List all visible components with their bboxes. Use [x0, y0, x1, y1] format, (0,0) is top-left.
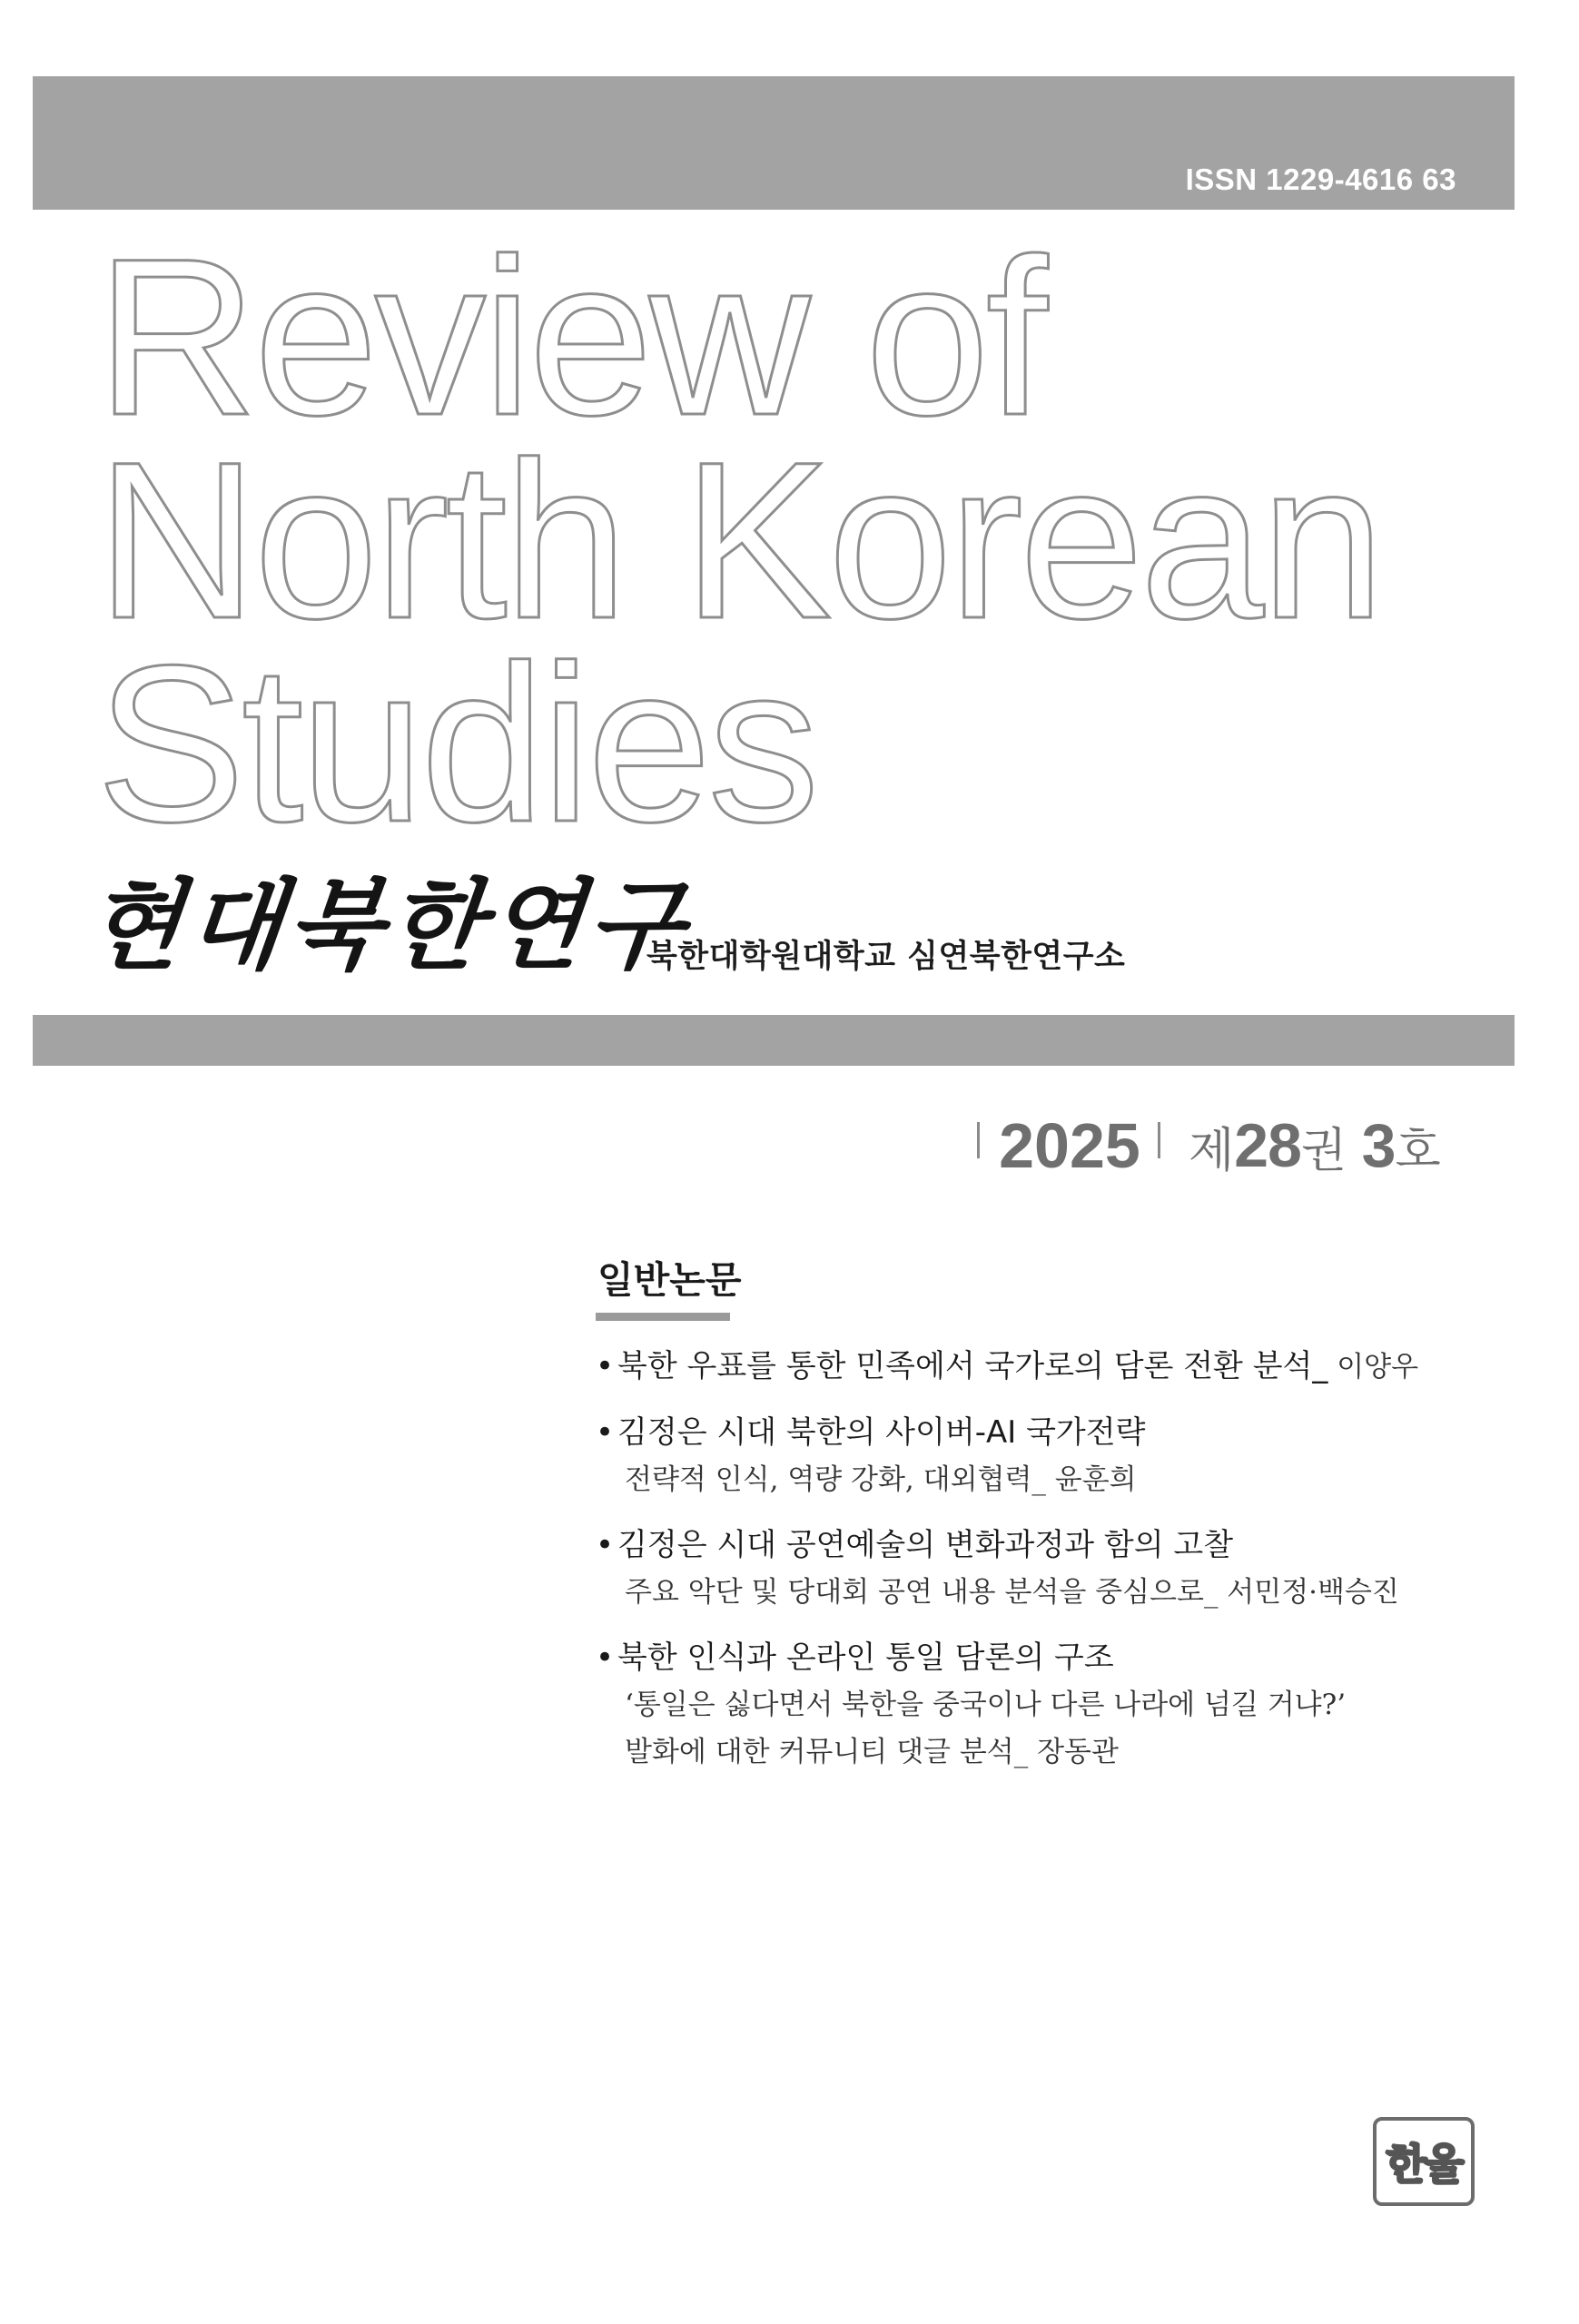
publisher-logo: 한울 — [1373, 2117, 1475, 2206]
volume-number: 제28권 3호 — [1189, 1111, 1441, 1180]
bullet-icon: • — [596, 1527, 615, 1563]
title-line-1: Review of — [96, 212, 1045, 462]
article-title: 북한 우표를 통한 민족에서 국가로의 담론 전환 분석_ — [617, 1348, 1328, 1384]
separator-bar — [1158, 1122, 1160, 1158]
title-line-2: North Korean — [96, 416, 1382, 665]
bullet-icon: • — [596, 1348, 615, 1384]
issue-year: 2025 — [999, 1110, 1140, 1181]
issn-number: ISSN 1229-4616 63 — [1185, 162, 1456, 196]
toc-item — [596, 1343, 1504, 1391]
separator-bar — [977, 1122, 980, 1158]
article-title: 김정은 시대 공연예술의 변화과정과 함의 고찰 — [617, 1527, 1234, 1563]
section-title: 일반논문 — [597, 1258, 742, 1302]
bullet-icon: • — [596, 1414, 615, 1451]
header-band — [33, 76, 1515, 210]
journal-title-ko-calligraphy: 현대북한연구 — [81, 869, 695, 983]
issue-number: 3 — [1361, 1111, 1396, 1180]
publisher-name: 북한대학원대학교 심연북한연구소 — [646, 939, 1126, 975]
article-author: 이양우 — [1327, 1351, 1419, 1384]
article-subtitle: ‘통일은 싫다면서 북한을 중국이나 다른 나라에 넘길 거냐?’ — [625, 1689, 1347, 1721]
article-subtitle: 발화에 대한 커뮤니티 댓글 분석_ 장동관 — [625, 1736, 1119, 1768]
title-line-3: Studies — [96, 619, 816, 869]
table-of-contents — [596, 1256, 1504, 1794]
bullet-icon: • — [596, 1640, 615, 1676]
toc-item — [596, 1634, 1504, 1776]
toc-item — [596, 1409, 1504, 1503]
article-subtitle: 전략적 인식, 역량 강화, 대외협력_ 윤훈희 — [625, 1463, 1137, 1496]
article-title: 김정은 시대 북한의 사이버-AI 국가전략 — [617, 1414, 1146, 1451]
divider-band — [33, 1015, 1515, 1066]
journal-title-en — [96, 212, 1382, 869]
section-underline — [596, 1313, 730, 1321]
article-title: 북한 인식과 온라인 통일 담론의 구조 — [617, 1640, 1114, 1676]
article-subtitle: 주요 악단 및 당대회 공연 내용 분석을 중심으로_ 서민정·백승진 — [625, 1576, 1399, 1609]
toc-item — [596, 1521, 1504, 1616]
issue-info — [977, 1109, 1441, 1182]
